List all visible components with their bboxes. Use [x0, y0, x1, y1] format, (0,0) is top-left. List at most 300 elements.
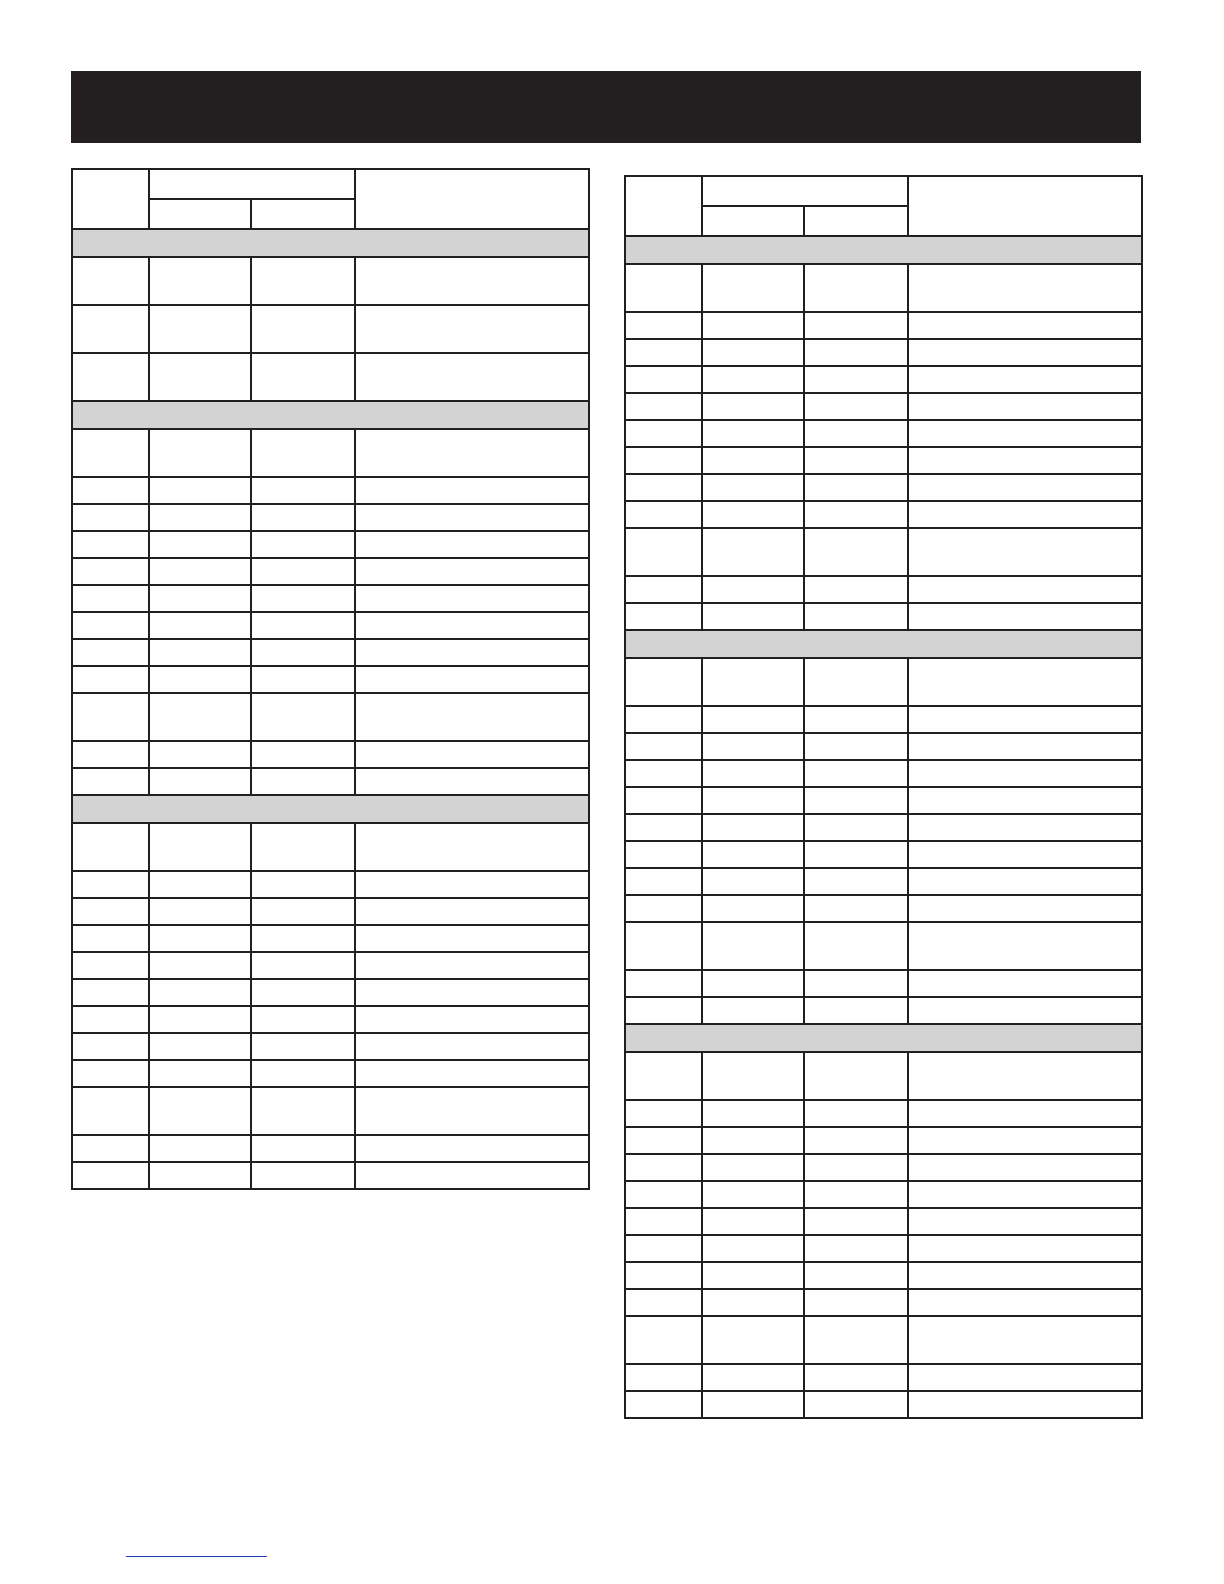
table-cell	[804, 814, 908, 841]
table-row	[625, 1391, 1142, 1418]
table-row	[72, 531, 589, 558]
table-cell	[355, 768, 589, 795]
table-row	[72, 257, 589, 305]
table-cell	[908, 312, 1142, 339]
table-cell	[72, 257, 149, 305]
table-row	[72, 353, 589, 401]
table-row	[625, 997, 1142, 1024]
table-cell	[251, 823, 355, 871]
table-cell	[72, 477, 149, 504]
table-row	[625, 1262, 1142, 1289]
table-row	[72, 768, 589, 795]
header-sub-1	[149, 199, 251, 229]
table-cell	[908, 1127, 1142, 1154]
table-cell	[804, 1127, 908, 1154]
table-cell	[908, 1208, 1142, 1235]
table-cell	[804, 603, 908, 630]
table-cell	[625, 1391, 702, 1418]
header-group	[702, 176, 908, 206]
table-cell	[251, 429, 355, 477]
table-cell	[149, 768, 251, 795]
table-cell	[804, 420, 908, 447]
table-row	[72, 823, 589, 871]
table-cell	[908, 339, 1142, 366]
table-cell	[355, 477, 589, 504]
table-cell	[72, 823, 149, 871]
table-cell	[72, 1006, 149, 1033]
table-cell	[355, 1135, 589, 1162]
table-cell	[625, 1052, 702, 1100]
table-cell	[72, 693, 149, 741]
table-cell	[908, 1052, 1142, 1100]
table-row	[625, 1100, 1142, 1127]
table-cell	[702, 1316, 804, 1364]
table-cell	[702, 733, 804, 760]
table-cell	[355, 979, 589, 1006]
table-cell	[908, 706, 1142, 733]
table-row	[625, 474, 1142, 501]
table-cell	[251, 1033, 355, 1060]
table-cell	[804, 474, 908, 501]
table-row	[625, 970, 1142, 997]
table-cell	[625, 895, 702, 922]
table-cell	[908, 447, 1142, 474]
table-row	[625, 366, 1142, 393]
table-row	[625, 1127, 1142, 1154]
table-cell	[251, 585, 355, 612]
right-spec-table	[624, 175, 1143, 1419]
table-row	[72, 1162, 589, 1189]
table-cell	[702, 1181, 804, 1208]
section-title	[625, 1024, 1142, 1052]
table-cell	[702, 787, 804, 814]
table-cell	[355, 1033, 589, 1060]
table-cell	[149, 871, 251, 898]
table-cell	[625, 1208, 702, 1235]
table-cell	[804, 1316, 908, 1364]
table-cell	[149, 666, 251, 693]
table-cell	[251, 666, 355, 693]
table-cell	[702, 312, 804, 339]
table-cell	[625, 474, 702, 501]
table-cell	[804, 312, 908, 339]
table-cell	[804, 733, 908, 760]
table-cell	[355, 1006, 589, 1033]
table-cell	[251, 693, 355, 741]
table-cell	[702, 447, 804, 474]
table-cell	[702, 1052, 804, 1100]
table-cell	[251, 504, 355, 531]
table-row	[625, 760, 1142, 787]
table-cell	[251, 1135, 355, 1162]
table-cell	[149, 1087, 251, 1135]
header-col-4	[908, 176, 1142, 236]
table-row	[625, 814, 1142, 841]
table-cell	[804, 841, 908, 868]
table-cell	[804, 576, 908, 603]
table-cell	[908, 474, 1142, 501]
table-row	[625, 1052, 1142, 1100]
table-row	[625, 1154, 1142, 1181]
table-cell	[625, 841, 702, 868]
table-cell	[625, 366, 702, 393]
table-cell	[355, 612, 589, 639]
table-cell	[355, 666, 589, 693]
table-cell	[625, 420, 702, 447]
table-cell	[908, 1289, 1142, 1316]
table-row	[625, 895, 1142, 922]
table-cell	[72, 531, 149, 558]
table-row	[625, 1316, 1142, 1364]
table-cell	[908, 603, 1142, 630]
table-cell	[251, 952, 355, 979]
table-cell	[72, 558, 149, 585]
section-header-row	[72, 229, 589, 257]
table-cell	[908, 501, 1142, 528]
table-cell	[251, 871, 355, 898]
table-cell	[72, 585, 149, 612]
table-row	[72, 477, 589, 504]
table-cell	[625, 1364, 702, 1391]
table-cell	[625, 1316, 702, 1364]
table-cell	[625, 603, 702, 630]
table-cell	[72, 925, 149, 952]
table-cell	[804, 1262, 908, 1289]
table-cell	[702, 603, 804, 630]
table-cell	[702, 1154, 804, 1181]
table-cell	[251, 353, 355, 401]
table-cell	[804, 1100, 908, 1127]
table-cell	[625, 264, 702, 312]
table-cell	[908, 264, 1142, 312]
table-cell	[908, 814, 1142, 841]
table-cell	[355, 504, 589, 531]
table-cell	[908, 1316, 1142, 1364]
table-cell	[625, 1181, 702, 1208]
table-cell	[625, 447, 702, 474]
table-cell	[72, 898, 149, 925]
table-cell	[72, 952, 149, 979]
table-row	[625, 1364, 1142, 1391]
table-row	[72, 429, 589, 477]
table-row	[625, 733, 1142, 760]
section-title	[72, 795, 589, 823]
table-cell	[149, 1006, 251, 1033]
table-cell	[72, 979, 149, 1006]
table-cell	[72, 1135, 149, 1162]
table-row	[72, 1033, 589, 1060]
table-row	[72, 1006, 589, 1033]
table-cell	[149, 531, 251, 558]
header-col-1	[72, 169, 149, 229]
table-cell	[72, 429, 149, 477]
table-row	[72, 558, 589, 585]
table-cell	[908, 1364, 1142, 1391]
table-cell	[702, 1235, 804, 1262]
table-cell	[355, 952, 589, 979]
table-row	[625, 1208, 1142, 1235]
table-cell	[355, 531, 589, 558]
table-row	[72, 612, 589, 639]
table-cell	[804, 447, 908, 474]
table-cell	[355, 639, 589, 666]
table-cell	[908, 420, 1142, 447]
table-cell	[149, 305, 251, 353]
table-cell	[72, 1087, 149, 1135]
table-cell	[625, 787, 702, 814]
table-cell	[702, 895, 804, 922]
table-cell	[908, 922, 1142, 970]
table-cell	[702, 1289, 804, 1316]
table-cell	[625, 658, 702, 706]
header-col-4	[355, 169, 589, 229]
table-row	[72, 1135, 589, 1162]
table-cell	[625, 1100, 702, 1127]
table-cell	[625, 1154, 702, 1181]
table-row	[625, 1235, 1142, 1262]
table-cell	[702, 1391, 804, 1418]
table-cell	[251, 1087, 355, 1135]
table-row	[625, 393, 1142, 420]
table-cell	[908, 970, 1142, 997]
table-cell	[702, 528, 804, 576]
table-cell	[702, 420, 804, 447]
table-row	[625, 312, 1142, 339]
table-row	[72, 979, 589, 1006]
table-cell	[251, 639, 355, 666]
table-cell	[625, 501, 702, 528]
table-cell	[251, 898, 355, 925]
table-cell	[355, 353, 589, 401]
table-cell	[804, 868, 908, 895]
table-row	[72, 1087, 589, 1135]
table-cell	[625, 528, 702, 576]
table-cell	[72, 1162, 149, 1189]
table-cell	[702, 922, 804, 970]
table-cell	[625, 1289, 702, 1316]
table-cell	[149, 1135, 251, 1162]
table-cell	[702, 474, 804, 501]
table-row	[625, 841, 1142, 868]
table-row	[72, 925, 589, 952]
left-spec-table	[71, 168, 590, 1190]
table-cell	[908, 841, 1142, 868]
table-cell	[251, 257, 355, 305]
table-cell	[804, 1289, 908, 1316]
table-cell	[908, 1262, 1142, 1289]
header-group	[149, 169, 355, 199]
table-cell	[625, 733, 702, 760]
table-cell	[251, 1006, 355, 1033]
section-header-row	[72, 795, 589, 823]
header-sub-1	[702, 206, 804, 236]
table-cell	[908, 1154, 1142, 1181]
table-row	[72, 639, 589, 666]
table-row	[625, 787, 1142, 814]
table-cell	[804, 970, 908, 997]
table-cell	[149, 925, 251, 952]
table-cell	[804, 895, 908, 922]
table-cell	[625, 814, 702, 841]
table-cell	[149, 558, 251, 585]
table-cell	[72, 353, 149, 401]
table-cell	[625, 339, 702, 366]
table-cell	[149, 898, 251, 925]
table-row	[625, 576, 1142, 603]
table-cell	[702, 706, 804, 733]
table-row	[72, 1060, 589, 1087]
section-header-row	[625, 1024, 1142, 1052]
table-cell	[804, 1052, 908, 1100]
table-row	[72, 898, 589, 925]
table-cell	[149, 1060, 251, 1087]
table-header-row	[625, 176, 1142, 206]
header-col-1	[625, 176, 702, 236]
table-cell	[251, 768, 355, 795]
table-row	[625, 339, 1142, 366]
table-cell	[702, 366, 804, 393]
table-row	[72, 741, 589, 768]
table-cell	[804, 1208, 908, 1235]
table-cell	[702, 576, 804, 603]
table-cell	[355, 257, 589, 305]
header-sub-2	[804, 206, 908, 236]
table-cell	[355, 1087, 589, 1135]
table-row	[625, 706, 1142, 733]
table-cell	[702, 970, 804, 997]
table-cell	[804, 264, 908, 312]
table-row	[72, 305, 589, 353]
table-cell	[625, 760, 702, 787]
table-cell	[908, 393, 1142, 420]
table-cell	[702, 501, 804, 528]
section-title	[625, 236, 1142, 264]
table-cell	[804, 339, 908, 366]
table-cell	[804, 1364, 908, 1391]
table-cell	[908, 997, 1142, 1024]
table-cell	[149, 741, 251, 768]
table-row	[72, 693, 589, 741]
table-row	[72, 952, 589, 979]
table-cell	[355, 898, 589, 925]
table-row	[625, 1181, 1142, 1208]
table-cell	[804, 706, 908, 733]
table-cell	[72, 504, 149, 531]
table-header-row	[72, 169, 589, 199]
table-cell	[355, 693, 589, 741]
table-row	[625, 447, 1142, 474]
table-cell	[355, 429, 589, 477]
table-cell	[72, 741, 149, 768]
table-cell	[149, 585, 251, 612]
table-cell	[251, 612, 355, 639]
page-banner	[71, 71, 1141, 143]
table-cell	[149, 979, 251, 1006]
table-row	[625, 528, 1142, 576]
table-cell	[908, 658, 1142, 706]
table-cell	[149, 1162, 251, 1189]
table-cell	[625, 706, 702, 733]
footer-link[interactable]	[126, 1556, 267, 1557]
table-cell	[804, 1154, 908, 1181]
table-cell	[702, 393, 804, 420]
table-cell	[908, 1235, 1142, 1262]
table-cell	[702, 841, 804, 868]
table-cell	[355, 871, 589, 898]
table-cell	[804, 922, 908, 970]
section-title	[72, 229, 589, 257]
table-cell	[908, 1181, 1142, 1208]
table-cell	[149, 257, 251, 305]
table-cell	[251, 1060, 355, 1087]
table-cell	[908, 895, 1142, 922]
table-cell	[702, 760, 804, 787]
table-cell	[149, 823, 251, 871]
table-cell	[702, 1127, 804, 1154]
table-cell	[908, 366, 1142, 393]
table-cell	[804, 1235, 908, 1262]
table-cell	[625, 1235, 702, 1262]
table-cell	[149, 1033, 251, 1060]
table-cell	[702, 1100, 804, 1127]
table-cell	[804, 366, 908, 393]
section-header-row	[72, 401, 589, 429]
table-row	[625, 1289, 1142, 1316]
table-cell	[702, 814, 804, 841]
table-cell	[72, 639, 149, 666]
table-cell	[149, 612, 251, 639]
table-cell	[251, 477, 355, 504]
table-cell	[355, 1162, 589, 1189]
table-cell	[804, 528, 908, 576]
table-row	[625, 922, 1142, 970]
table-cell	[702, 868, 804, 895]
table-cell	[251, 531, 355, 558]
table-cell	[908, 1391, 1142, 1418]
table-cell	[908, 787, 1142, 814]
section-header-row	[625, 236, 1142, 264]
table-cell	[908, 760, 1142, 787]
table-cell	[72, 1033, 149, 1060]
table-cell	[804, 658, 908, 706]
table-cell	[702, 1364, 804, 1391]
table-cell	[908, 1100, 1142, 1127]
table-row	[72, 585, 589, 612]
table-cell	[251, 1162, 355, 1189]
table-cell	[625, 868, 702, 895]
table-cell	[702, 1262, 804, 1289]
table-row	[72, 871, 589, 898]
table-row	[625, 420, 1142, 447]
table-cell	[625, 922, 702, 970]
table-cell	[908, 868, 1142, 895]
table-cell	[702, 658, 804, 706]
table-row	[625, 501, 1142, 528]
table-cell	[625, 576, 702, 603]
table-cell	[355, 305, 589, 353]
table-cell	[355, 823, 589, 871]
table-cell	[702, 997, 804, 1024]
table-cell	[625, 393, 702, 420]
table-cell	[804, 760, 908, 787]
table-cell	[355, 585, 589, 612]
table-cell	[804, 997, 908, 1024]
table-cell	[149, 639, 251, 666]
table-cell	[149, 429, 251, 477]
table-row	[625, 868, 1142, 895]
table-cell	[355, 558, 589, 585]
table-cell	[251, 925, 355, 952]
